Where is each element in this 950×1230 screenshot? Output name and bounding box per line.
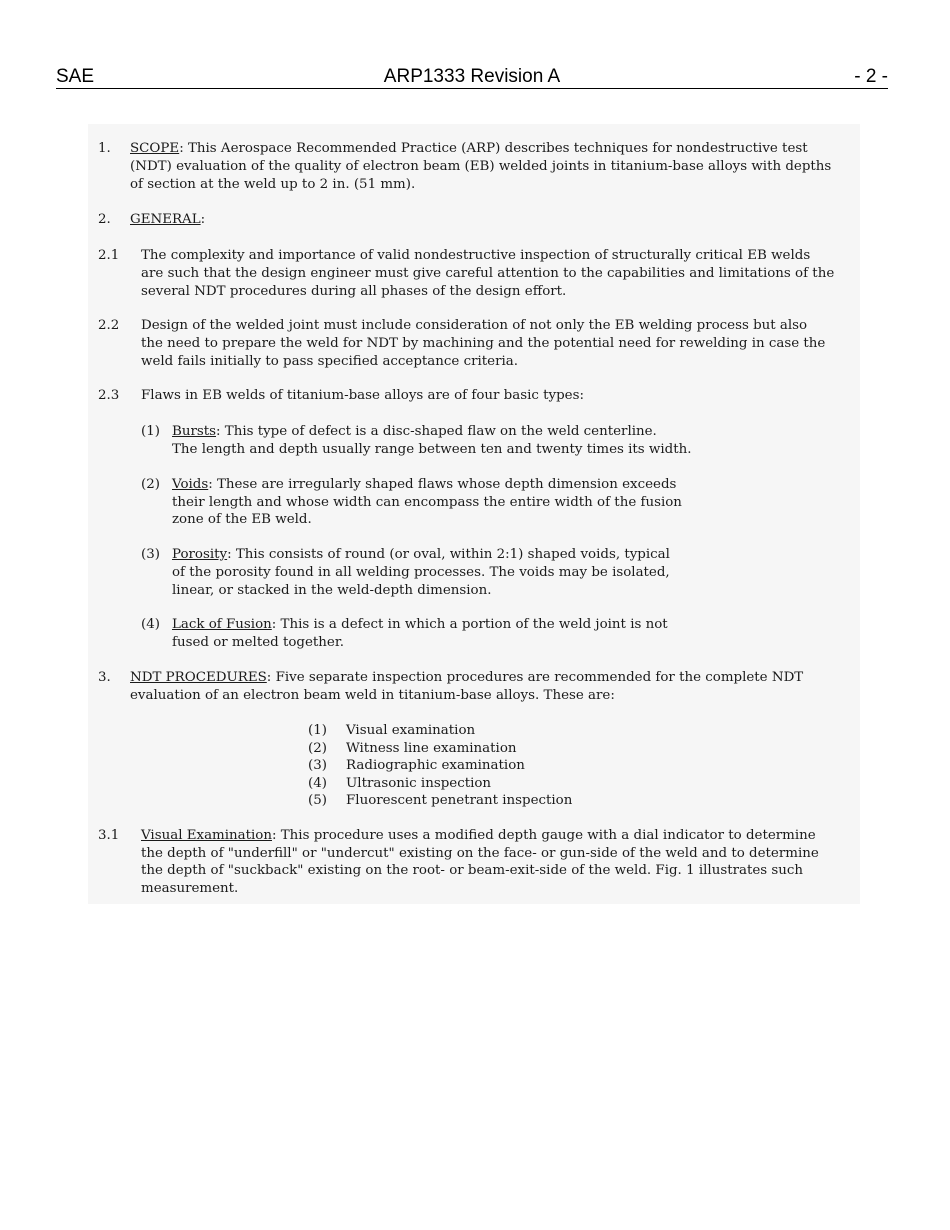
procedure-2-label: Witness line examination — [346, 741, 517, 756]
header-org: SAE — [56, 66, 95, 87]
flaw-3-number: (3) — [141, 547, 160, 562]
procedure-3-label: Radiographic examination — [346, 758, 525, 773]
section-2-2-line-2: the need to prepare the weld for NDT by machining and the potential need for rewelding in case the — [141, 336, 826, 351]
flaw-2-line-1: Voids: These are irregularly shaped flaws whose depth dimension exceeds — [172, 477, 677, 492]
flaw-1-number: (1) — [141, 424, 160, 439]
section-3-line-2: evaluation of an electron beam weld in titanium-base alloys. These are: — [130, 688, 615, 703]
section-3-number: 3. — [98, 670, 111, 685]
section-2-2-line-1: Design of the welded joint must include consideration of not only the EB welding process but also — [141, 318, 808, 333]
flaw-4-title: Lack of Fusion — [172, 617, 272, 632]
section-2-number: 2. — [98, 212, 111, 227]
flaw-2-title: Voids — [172, 477, 209, 492]
section-3-1-line-4: measurement. — [141, 881, 239, 896]
flaw-1-line-1: Bursts: This type of defect is a disc-shaped flaw on the weld centerline. — [172, 424, 657, 439]
section-3-1-line-3: the depth of "suckback" existing on the root- or beam-exit-side of the weld. Fig. 1 illustrates such — [141, 863, 804, 878]
procedure-1-label: Visual examination — [346, 723, 476, 738]
section-2-title: GENERAL — [130, 212, 201, 227]
procedure-4-label: Ultrasonic inspection — [346, 776, 492, 791]
section-3-1-line-1: Visual Examination: This procedure uses a modified depth gauge with a dial indicator to determine — [141, 828, 816, 843]
procedure-3-number: (3) — [308, 758, 327, 773]
flaw-3-line-3: linear, or stacked in the weld-depth dimension. — [172, 583, 492, 598]
section-1-line-2: (NDT) evaluation of the quality of electron beam (EB) welded joints in titanium-base alloys with depths — [130, 159, 832, 174]
section-2-1-number: 2.1 — [98, 248, 120, 263]
section-2-1-line-3: several NDT procedures during all phases of the design effort. — [141, 284, 567, 299]
section-1-line-1: SCOPE: This Aerospace Recommended Practice (ARP) describes techniques for nondestructive test — [130, 141, 808, 156]
section-3-1-number: 3.1 — [98, 828, 120, 843]
flaw-3-line-2: of the porosity found in all welding processes. The voids may be isolated, — [172, 565, 670, 580]
flaw-1-title: Bursts — [172, 424, 216, 439]
procedure-5-label: Fluorescent penetrant inspection — [346, 793, 573, 808]
section-3-1-line-2: the depth of "underfill" or "undercut" existing on the face- or gun-side of the weld and to determine — [141, 846, 819, 861]
section-2-3-text: Flaws in EB welds of titanium-base alloys are of four basic types: — [141, 388, 584, 403]
flaw-3-title: Porosity — [172, 547, 228, 562]
flaw-2-line-2: their length and whose width can encompass the entire width of the fusion — [172, 495, 682, 510]
flaw-1-line-2: The length and depth usually range between ten and twenty times its width. — [172, 442, 692, 457]
section-1-number: 1. — [98, 141, 111, 156]
flaw-2-number: (2) — [141, 477, 160, 492]
flaw-4-line-1: Lack of Fusion: This is a defect in which a portion of the weld joint is not — [172, 617, 668, 632]
section-2-2-line-3: weld fails initially to pass specified acceptance criteria. — [141, 354, 519, 369]
section-2-1-line-2: are such that the design engineer must give careful attention to the capabilities and limitations of the — [141, 266, 835, 281]
flaw-4-number: (4) — [141, 617, 160, 632]
header-page-number: - 2 - — [854, 66, 888, 87]
section-3-title: NDT PROCEDURES — [130, 670, 267, 685]
section-2-heading: GENERAL: — [130, 212, 206, 227]
procedure-2-number: (2) — [308, 741, 327, 756]
section-1-title: SCOPE — [130, 141, 180, 156]
section-3-1-title: Visual Examination — [141, 828, 272, 843]
flaw-2-line-3: zone of the EB weld. — [172, 512, 312, 527]
procedure-5-number: (5) — [308, 793, 327, 808]
section-2-3-number: 2.3 — [98, 388, 120, 403]
header-doc-id: ARP1333 Revision A — [383, 66, 561, 87]
flaw-4-line-2: fused or melted together. — [172, 635, 345, 650]
section-1-line-3: of section at the weld up to 2 in. (51 mm). — [130, 177, 416, 192]
section-2-2-number: 2.2 — [98, 318, 120, 333]
procedure-4-number: (4) — [308, 776, 327, 791]
section-2-1-line-1: The complexity and importance of valid nondestructive inspection of structurally critical EB welds — [141, 248, 811, 263]
procedure-1-number: (1) — [308, 723, 327, 738]
flaw-3-line-1: Porosity: This consists of round (or oval, within 2:1) shaped voids, typical — [172, 547, 670, 562]
page-header — [56, 66, 888, 89]
section-3-line-1: NDT PROCEDURES: Five separate inspection procedures are recommended for the complete NDT — [130, 670, 804, 685]
